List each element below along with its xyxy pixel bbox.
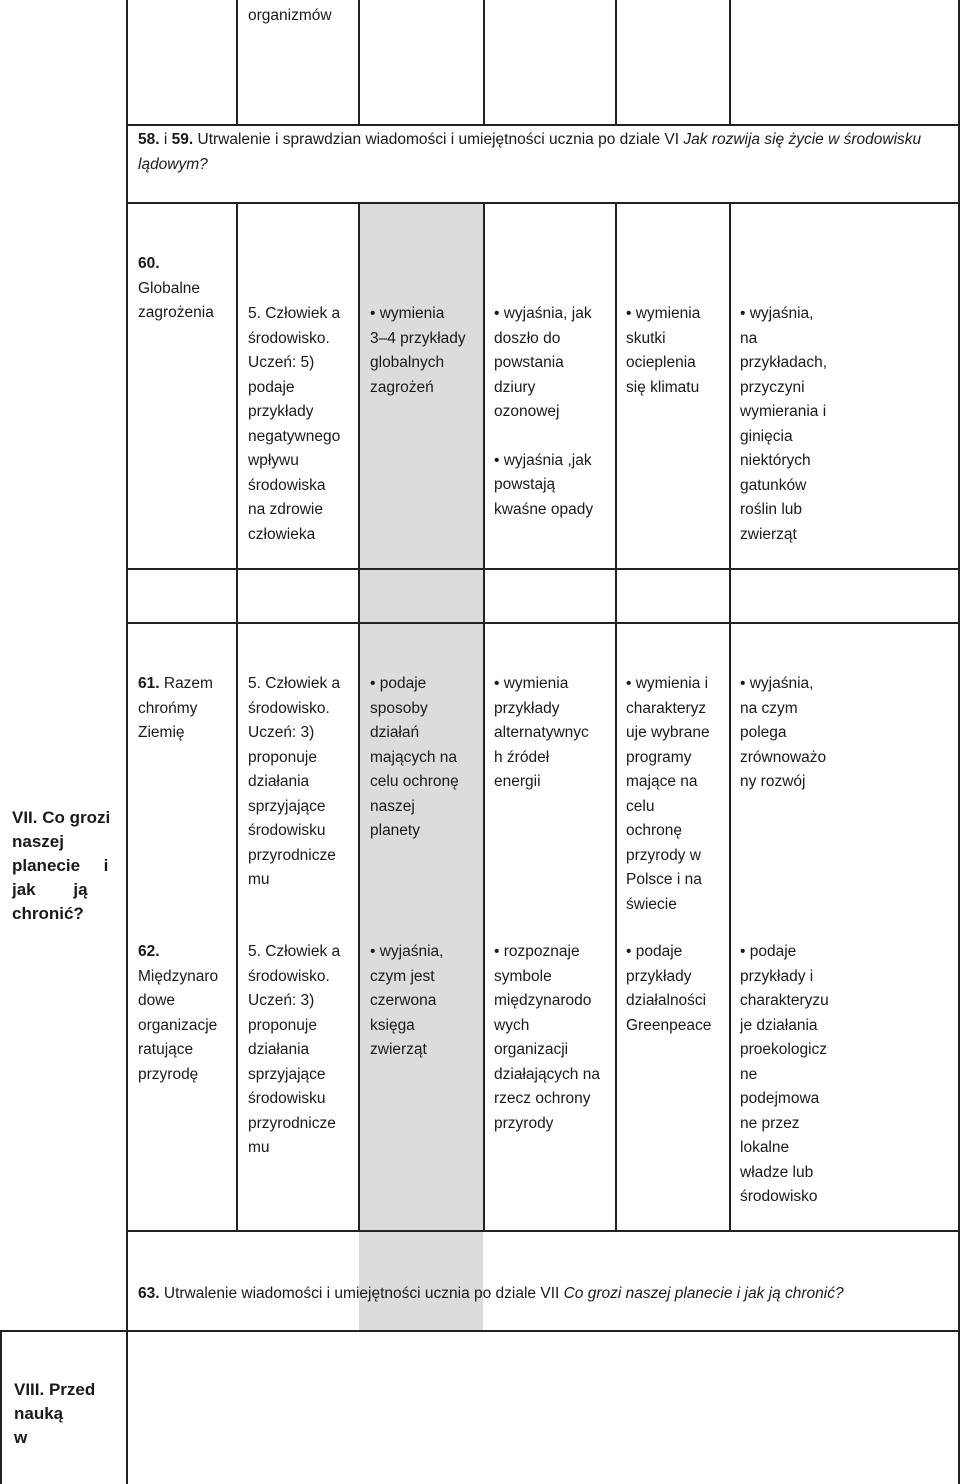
lesson-60-c4: • wyjaśnia, na przykładach, przyczyni wymierania i ginięcia niektórych gatunków roślin lub zwierząt <box>740 302 955 547</box>
summary-row-58: 58. i 59. Utrwalenie i sprawdzian wiadomości i umiejętności ucznia po dziale VI Jak rozwija się życie w środowisku lądowym? <box>138 131 922 173</box>
lesson-62-c2: • rozpoznaje symbole międzynarodo wych organizacji działających na rzecz ochrony przyrody <box>494 940 612 1136</box>
lesson-61-core: 5. Człowiek a środowisko. Uczeń: 3) proponuje działania sprzyjające środowisku przyrodnicze mu <box>248 675 341 888</box>
lesson-61-c1: • podaje sposoby działań mających na celu ochronę naszej planety <box>370 672 482 844</box>
lesson-62-core: 5. Człowiek a środowisko. Uczeń: 3) proponuje działania sprzyjające środowisku przyrodnicze mu <box>248 943 341 1156</box>
lesson-60-c3: • wymienia skutki ocieplenia się klimatu <box>626 302 728 400</box>
lesson-60-c2: • wyjaśnia, jak doszło do powstania dziury ozonowej • wyjaśnia ,jak powstają kwaśne opady <box>494 302 612 522</box>
section-viii-title: VIII. Przed nauką w <box>14 1380 96 1447</box>
lesson-62-topic: 62. Międzynaro dowe organizacje ratujące przyrodę <box>138 943 219 1083</box>
lesson-61-topic: 61. Razem chrońmy Ziemię <box>138 675 213 741</box>
lesson-60-c1: • wymienia 3–4 przykłady globalnych zagrożeń <box>370 302 482 400</box>
lesson-62-c3: • podaje przykłady działalności Greenpeace <box>626 940 728 1038</box>
lesson-61-c2: • wymienia przykłady alternatywnyc h źródeł energii <box>494 672 612 795</box>
summary-row-63: 63. Utrwalenie wiadomości i umiejętności ucznia po dziale VII Co grozi naszej planecie i jak ją chronić? <box>138 1285 844 1302</box>
lesson-60-core: 5. Człowiek a środowisko. Uczeń: 5) podaje przykłady negatywnego wpływu środowiska na zdrowie człowieka <box>248 305 341 543</box>
lesson-61-c4: • wyjaśnia, na czym polega zrównoważo ny rozwój <box>740 672 955 795</box>
lesson-62-c1: • wyjaśnia, czym jest czerwona księga zwierząt <box>370 940 482 1063</box>
section-vii-title: VII. Co grozi naszej planecie i jak ją chronić? <box>12 808 111 923</box>
lesson-62-c4: • podaje przykłady i charakteryzu je działania proekologicz ne podejmowa ne przez lokalne władze lub środowisko <box>740 940 955 1210</box>
cell-text: organizmów <box>248 7 332 24</box>
lesson-61-c3: • wymienia i charakteryz uje wybrane programy mające na celu ochronę przyrody w Polsce i na świecie <box>626 672 728 917</box>
lesson-60-topic: 60. Globalne zagrożenia <box>138 255 214 321</box>
